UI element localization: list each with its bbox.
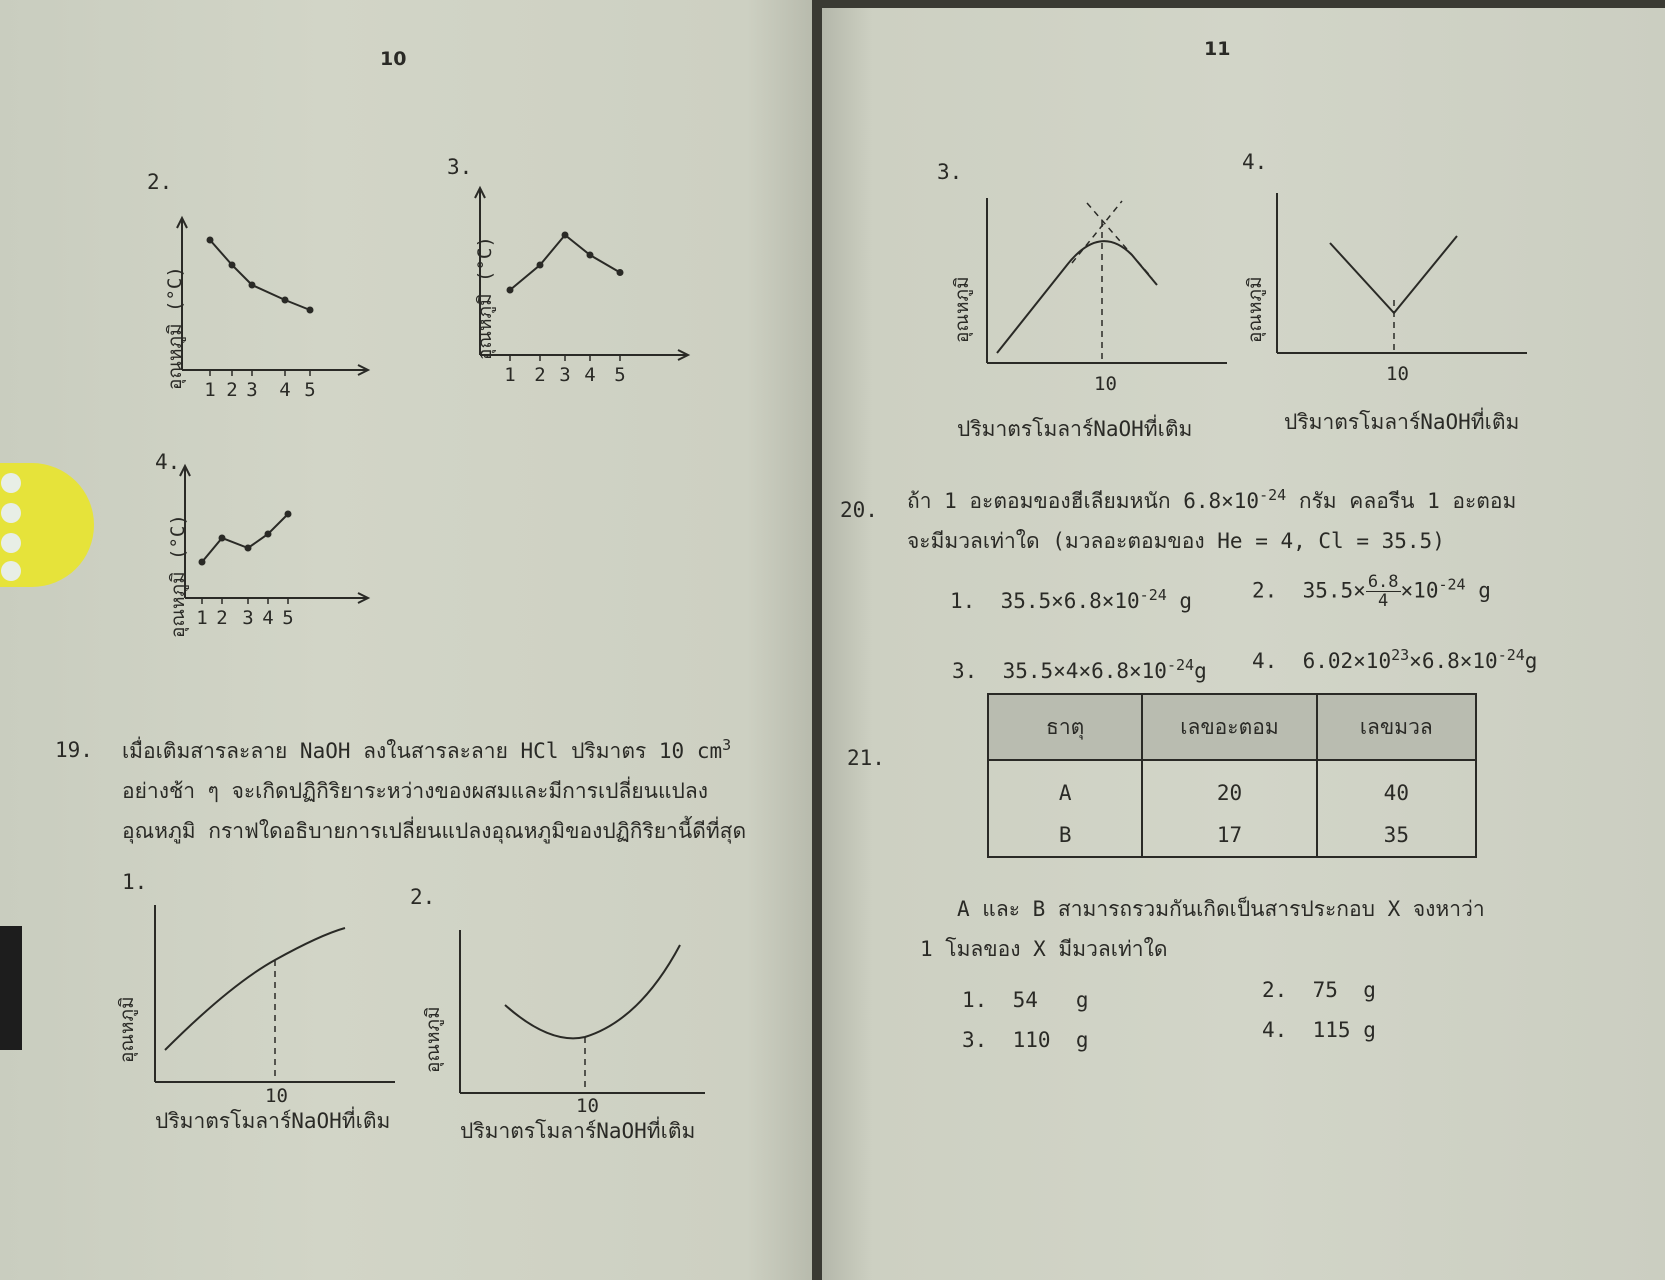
table-header: เลขมวล bbox=[1317, 694, 1476, 760]
chart-option-2-decreasing bbox=[150, 210, 390, 420]
table-cell: B bbox=[988, 814, 1142, 857]
option-value-mid: ×6.8×10 bbox=[1409, 649, 1498, 673]
answer-option-2 bbox=[1262, 978, 1376, 1002]
table-row bbox=[988, 760, 1476, 814]
fraction bbox=[1366, 573, 1401, 610]
table-cell: 17 bbox=[1142, 814, 1316, 857]
x-tick-label: 3 bbox=[246, 379, 258, 401]
unit: g bbox=[1363, 1018, 1376, 1042]
chart-q19-option-4 bbox=[1272, 188, 1532, 363]
superscript: -24 bbox=[1166, 656, 1195, 674]
option-label: 2. bbox=[147, 170, 173, 194]
q19-line1: เมื่อเติมสารละลาย NaOH ลงในสารละลาย HCl ปริมาตร 10 cm bbox=[122, 739, 723, 763]
unit: g bbox=[1075, 1028, 1089, 1052]
chart-option-3-peak bbox=[460, 180, 710, 400]
data-point bbox=[507, 287, 514, 294]
y-axis-label: อุณหภูมิ bbox=[116, 996, 138, 1063]
q20-line1-end: กรัม คลอรีน 1 อะตอม bbox=[1286, 489, 1517, 513]
unit: g bbox=[1524, 649, 1538, 673]
answer-option-4 bbox=[1252, 646, 1537, 673]
denominator: 4 bbox=[1378, 591, 1389, 611]
right-page bbox=[822, 8, 1665, 1280]
x-tick-label: 5 bbox=[282, 607, 294, 629]
table-cell: 35 bbox=[1317, 814, 1476, 857]
data-point bbox=[617, 269, 624, 276]
element-table bbox=[987, 693, 1477, 858]
series-line bbox=[510, 235, 620, 290]
chart-q19-option-1 bbox=[150, 900, 400, 1090]
option-value: 75 bbox=[1312, 978, 1338, 1002]
question-number: 19. bbox=[55, 738, 93, 762]
data-point bbox=[265, 531, 272, 538]
x-axis-label: ปริมาตรโมลาร์NaOHที่เติม bbox=[1284, 410, 1520, 434]
option-label: 4. bbox=[1242, 150, 1268, 174]
page-number: 11 bbox=[1204, 38, 1231, 60]
numerator: 6.8 bbox=[1367, 572, 1399, 592]
superscript: -24 bbox=[1497, 646, 1525, 664]
superscript: 23 bbox=[1391, 646, 1410, 664]
series-line bbox=[202, 514, 288, 562]
superscript: 3 bbox=[722, 736, 732, 754]
unit: g bbox=[1363, 978, 1376, 1002]
answer-option-4 bbox=[1262, 1018, 1376, 1042]
option-label: 2. bbox=[1262, 978, 1288, 1002]
option-label: 4. bbox=[1252, 649, 1278, 673]
data-point bbox=[199, 559, 206, 566]
option-value: 54 bbox=[1012, 988, 1038, 1012]
x-tick-label: 2 bbox=[226, 379, 238, 401]
option-value: 115 bbox=[1312, 1018, 1351, 1042]
superscript: -24 bbox=[1438, 575, 1466, 594]
question-text-line: จะมีมวลเท่าใด (มวลอะตอมของ He = 4, Cl = 35.5) bbox=[907, 529, 1445, 553]
y-axis-label: อุณหภูมิ (°C) bbox=[167, 514, 189, 638]
page-number: 10 bbox=[380, 48, 407, 70]
data-point bbox=[219, 535, 226, 542]
table-cell: 20 bbox=[1142, 760, 1316, 814]
question-text-line bbox=[122, 735, 731, 768]
x-tick-label: 3 bbox=[242, 607, 254, 629]
y-axis-label: อุณหภูมิ (°C) bbox=[474, 236, 496, 360]
option-value: 35.5×4×6.8×10 bbox=[1002, 659, 1167, 683]
table-header: ธาตุ bbox=[988, 694, 1142, 760]
option-label: 3. bbox=[952, 659, 978, 683]
option-value: 35.5× bbox=[1302, 578, 1366, 603]
y-axis-label: อุณหภูมิ bbox=[951, 276, 973, 343]
option-label: 3. bbox=[447, 155, 473, 179]
question-text-line bbox=[907, 485, 1516, 518]
table-header: เลขอะตอม bbox=[1142, 694, 1316, 760]
y-axis-label: อุณหภูมิ bbox=[1244, 276, 1266, 343]
data-point bbox=[229, 262, 236, 269]
x-tick-label: 4 bbox=[584, 364, 596, 386]
option-label: 3. bbox=[937, 160, 963, 184]
unit: g bbox=[1075, 988, 1089, 1012]
x-tick-label: 1 bbox=[196, 607, 208, 629]
answer-option-3 bbox=[962, 1028, 1088, 1052]
data-point bbox=[207, 237, 214, 244]
superscript: -24 bbox=[1139, 586, 1167, 604]
question-text-line: 1 โมลของ X มีมวลเท่าใด bbox=[920, 937, 1168, 961]
answer-option-1 bbox=[962, 988, 1088, 1012]
unit: g bbox=[1465, 578, 1491, 603]
question-number: 20. bbox=[840, 498, 878, 522]
table-cell: A bbox=[988, 760, 1142, 814]
superscript: -24 bbox=[1259, 486, 1287, 504]
series-line bbox=[210, 240, 310, 310]
option-label: 2. bbox=[1252, 578, 1278, 603]
option-value: 6.02×10 bbox=[1302, 649, 1392, 673]
x-tick-label: 4 bbox=[262, 607, 274, 629]
x-tick-label: 10 bbox=[1386, 363, 1409, 385]
x-tick-label: 1 bbox=[504, 364, 516, 386]
x-tick-label: 5 bbox=[304, 379, 316, 401]
data-point bbox=[537, 262, 544, 269]
x-axis-label: ปริมาตรโมลาร์NaOHที่เติม bbox=[957, 417, 1193, 441]
answer-option-2 bbox=[1252, 573, 1491, 610]
data-point bbox=[307, 307, 314, 314]
option-value-end: ×10 bbox=[1400, 578, 1439, 603]
chart-option-4-zigzag bbox=[160, 458, 390, 658]
x-tick-label: 2 bbox=[534, 364, 546, 386]
option-label: 4. bbox=[155, 450, 181, 474]
option-value: 110 bbox=[1012, 1028, 1051, 1052]
chart-q19-option-3 bbox=[982, 193, 1232, 373]
x-tick-label: 4 bbox=[279, 379, 291, 401]
question-text-line: อุณหภูมิ กราฟใดอธิบายการเปลี่ยนแปลงอุณหภูมิของปฏิกิริยานี้ดีที่สุด bbox=[122, 819, 747, 843]
question-text-line: อย่างช้า ๆ จะเกิดปฏิกิริยาระหว่างของผสมและมีการเปลี่ยนแปลง bbox=[122, 779, 708, 803]
data-point bbox=[282, 297, 289, 304]
question-text-line: A และ B สามารถรวมกันเกิดเป็นสารประกอบ X จงหาว่า bbox=[957, 897, 1485, 921]
y-axis-label: อุณหภูมิ bbox=[422, 1006, 444, 1073]
option-label: 1. bbox=[962, 988, 988, 1012]
chart-q19-option-2 bbox=[455, 925, 715, 1100]
x-tick-label: 5 bbox=[614, 364, 626, 386]
question-number: 21. bbox=[847, 746, 885, 770]
x-axis-label: ปริมาตรโมลาร์NaOHที่เติม bbox=[155, 1109, 391, 1133]
data-point bbox=[587, 252, 594, 259]
option-label: 1. bbox=[122, 870, 148, 894]
x-tick-label: 10 bbox=[265, 1085, 288, 1107]
table-cell: 40 bbox=[1317, 760, 1476, 814]
y-axis-label: อุณหภูมิ (°C) bbox=[164, 266, 186, 390]
option-value: 35.5×6.8×10 bbox=[1000, 589, 1140, 613]
x-tick-label: 2 bbox=[216, 607, 228, 629]
data-point bbox=[245, 545, 252, 552]
option-label: 3. bbox=[962, 1028, 988, 1052]
q20-line1: ถ้า 1 อะตอมของฮีเลียมหนัก 6.8×10 bbox=[907, 489, 1260, 513]
data-point bbox=[562, 232, 569, 239]
data-point bbox=[285, 511, 292, 518]
x-tick-label: 3 bbox=[559, 364, 571, 386]
answer-option-3 bbox=[952, 656, 1207, 683]
option-label: 1. bbox=[950, 589, 976, 613]
option-label: 2. bbox=[410, 885, 436, 909]
unit: g bbox=[1166, 589, 1193, 613]
table-header-row bbox=[988, 694, 1476, 760]
table-row bbox=[988, 814, 1476, 857]
unit: g bbox=[1194, 659, 1207, 683]
x-tick-label: 10 bbox=[576, 1095, 599, 1117]
x-tick-label: 10 bbox=[1094, 373, 1117, 395]
option-label: 4. bbox=[1262, 1018, 1288, 1042]
data-point bbox=[249, 282, 256, 289]
x-tick-label: 1 bbox=[204, 379, 216, 401]
answer-option-1 bbox=[950, 586, 1192, 613]
x-axis-label: ปริมาตรโมลาร์NaOHที่เติม bbox=[460, 1119, 696, 1143]
left-page bbox=[0, 0, 812, 1280]
